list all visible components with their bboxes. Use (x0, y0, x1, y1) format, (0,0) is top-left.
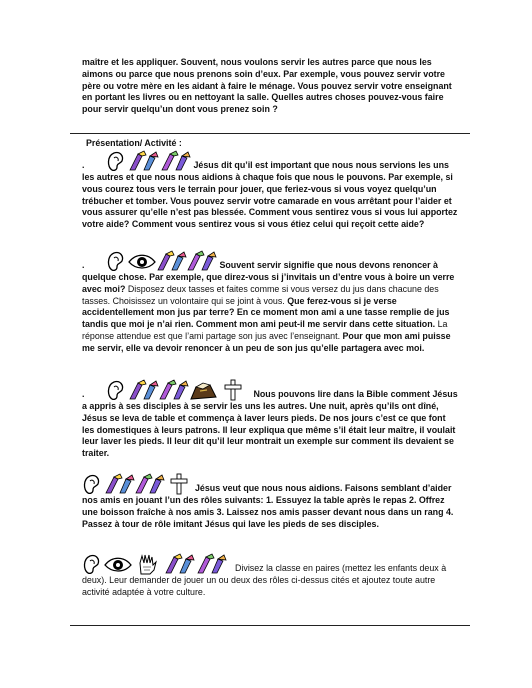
hands-icon (130, 151, 158, 170)
hands-icon-2 (198, 554, 226, 573)
hands-icon-2 (136, 474, 164, 493)
paragraph-4 (82, 473, 460, 530)
ear-hands-icons (106, 150, 192, 172)
paragraph-1 (82, 150, 460, 231)
paragraph-2-instructions-b: La réponse attendue est que l’ami partage son jus avec l’enseignant. (82, 319, 448, 341)
hands-icon (130, 380, 158, 399)
eye-icon (105, 558, 131, 571)
icon-group-2 (106, 250, 218, 272)
paragraph-3-text: Nous pouvons lire dans la Bible comment Jésus a appris à ses disciples à se servir les uns les autres. Une nuit, après qu’ils ont dîné, Jésus se leva de table et commença à laver leurs pieds. De nos jours c’est ce que font les domestiques à leurs patrons. Il leur expliqua que même s’il était leur maître, il voulait leur laver les pieds. Il leur dit qu’il leur montrait un exemple sur comment ils devaient se traiter. (82, 389, 458, 459)
icon-group-1 (106, 150, 192, 172)
ear-eye-hand-hands-icons (82, 553, 234, 575)
ear-eye-hands-icons (106, 250, 218, 272)
paragraph-2 (82, 250, 460, 355)
section-title: Présentation/ Activité : (86, 138, 182, 148)
paragraph-2-instructions-a: Disposez deux tasses et faites comme si vous versez du jus dans chacune des tasses. Choisissez un volontaire qui se joint à vous. (82, 283, 439, 306)
bullet-2: . (82, 260, 85, 271)
paragraph-4-text: Jésus veut que nous nous aidions. Faisons semblant d’aider nos amis en jouant l’un des rôles suivants: 1. Essuyez la table après le repas 2. Offrez une boisson fraîche à nos amis 3. Laissez nos amis passer devant nous dans un rang 4. Passez à tour de rôle imitant Jésus qui lave les pieds de ses disciples. (82, 483, 454, 529)
top-divider (70, 133, 470, 134)
paragraph-5 (82, 553, 460, 599)
icon-group-5 (82, 553, 234, 575)
hands-icon-2 (160, 380, 188, 399)
ear-hands-bible-cross-icons (106, 379, 252, 401)
cross-icon (225, 380, 241, 400)
ear-icon (84, 476, 98, 494)
paragraph-2-text-b: Que ferez-vous si je verse accidentellement mon jus par terre? En ce moment mon ami a une tasse remplie de jus tandis que moi je n’ai rien. Comment mon ami peut-il me servir dans cette situation. (82, 295, 450, 330)
paragraph-1-text: Jésus dit qu’il est important que nous nous servions les uns les autres et que nous nous aidions à chaque fois que nous le pouvons. Par exemple, si vous courez tous vers le terrain pour jouer, que feriez-vous si vous voyez quelqu’un trébucher et tomber. Vous pouvez servir votre camarade en vous arrêtant pour l’aider et vous assurer qu’elle n’est pas blessée. Comment vous sentirez vous si vous lui apportez votre aide? Comment vous sentirez vous si vous étiez celui qui reçoit cette aide? (82, 160, 458, 230)
hands-icon (158, 251, 186, 270)
ear-icon (109, 153, 123, 171)
bible-icon (191, 383, 216, 399)
ear-icon (109, 253, 123, 271)
bullet-3: . (82, 389, 85, 400)
ear-hands-cross-icons (82, 473, 194, 495)
icon-group-3 (106, 379, 252, 401)
ear-icon (84, 556, 98, 574)
paragraph-5-text: Divisez la classe en paires (mettez les enfants deux à deux). Leur demander de jouer un ou deux des rôles ci-dessus cités et ajoutez toute autre activité adaptée à votre culture. (82, 563, 447, 597)
hand-icon (140, 555, 156, 574)
ear-icon (109, 382, 123, 400)
hands-icon (166, 554, 194, 573)
icon-group-4 (82, 473, 194, 495)
eye-icon (129, 255, 155, 268)
paragraph-2-text-a: Souvent servir signifie que nous devons renoncer à quelque chose. Par exemple, que direz-vous si j’invitais un d’entre vous à boire un verre avec moi? (82, 260, 455, 294)
intro-paragraph: maître et les appliquer. Souvent, nous voulons servir les autres parce que nous les aimons ou parce que nous prenons soin d’eux. Par exemple, vous pouvez servir votre père ou votre mère en les aidant à faire le ménage. Vous pouvez servir votre enseignant en portant les livres ou en nettoyant la salle. Quelles autres choses pouvez-vous faire pour servir quelqu’un dont vous prenez soin ? (82, 57, 452, 115)
paragraph-3 (82, 379, 460, 460)
paragraph-2-text-c: Pour que mon ami puisse me servir, elle va devoir renoncer à un peu de son jus qu’elle partagera avec moi. (82, 330, 451, 353)
hands-icon (106, 474, 134, 493)
bottom-divider (70, 625, 470, 626)
cross-icon (171, 474, 187, 494)
hands-icon-2 (162, 151, 190, 170)
hands-icon-2 (188, 251, 216, 270)
bullet-1: . (82, 160, 85, 171)
